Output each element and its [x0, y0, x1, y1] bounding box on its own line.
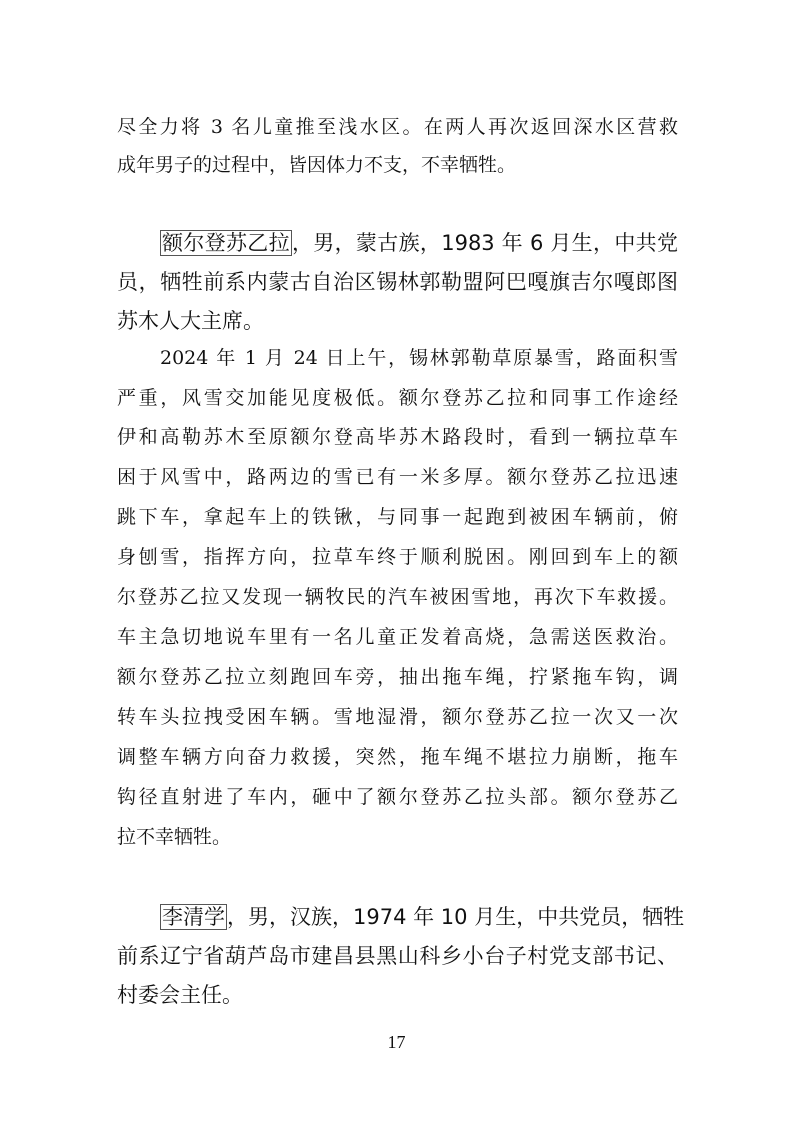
- text-line: 身刨雪，指挥方向，拉草车终于顺利脱困。刚回到车上的额: [117, 546, 678, 568]
- heading-text: ，男，蒙古族，1983 年 6 月生，中共党: [291, 231, 678, 255]
- heading-line: 员，牺牲前系内蒙古自治区锡林郭勒盟阿巴嘎旗吉尔嘎郎图: [117, 270, 678, 294]
- heading-text: ，男，汉族，1974 年 10 月生，中共党员，牺牲: [227, 905, 685, 929]
- text-line: 车主急切地说车里有一名儿童正发着高烧，急需送医救治。: [117, 626, 678, 648]
- text-line: 伊和高勒苏木至原额尔登高毕苏木路段时，看到一辆拉草车: [117, 426, 678, 448]
- text-line: 2024 年 1 月 24 日上午，锡林郭勒草原暴雪，路面积雪: [160, 347, 678, 369]
- text-line: 跳下车，拿起车上的铁锹，与同事一起跑到被困车辆前，俯: [117, 506, 678, 528]
- person-heading: [160, 903, 685, 931]
- person-name: 李清学: [162, 905, 225, 929]
- heading-line: 村委会主任。: [117, 983, 243, 1007]
- text-line: 严重，风雪交加能见度极低。额尔登苏乙拉和同事工作途经: [117, 387, 678, 409]
- text-line: 尽全力将 3 名儿童推至浅水区。在两人再次返回深水区营救: [117, 116, 678, 138]
- text-line: 成年男子的过程中，皆因体力不支，不幸牺牲。: [117, 154, 517, 176]
- text-line: 尔登苏乙拉又发现一辆牧民的汽车被困雪地，再次下车救援。: [117, 586, 678, 608]
- page-number: 17: [387, 1032, 406, 1052]
- text-line: 钩径直射进了车内，砸中了额尔登苏乙拉头部。额尔登苏乙: [117, 786, 678, 808]
- text-line: 转车头拉拽受困车辆。雪地湿滑，额尔登苏乙拉一次又一次: [117, 706, 678, 728]
- text-line: 困于风雪中，路两边的雪已有一米多厚。额尔登苏乙拉迅速: [117, 466, 678, 488]
- heading-line: 前系辽宁省葫芦岛市建昌县黑山科乡小台子村党支部书记、: [117, 944, 678, 968]
- text-line: 额尔登苏乙拉立刻跑回车旁，抽出拖车绳，拧紧拖车钩，调: [117, 666, 678, 688]
- text-line: 调整车辆方向奋力救援，突然，拖车绳不堪拉力崩断，拖车: [117, 746, 678, 768]
- heading-line: 苏木人大主席。: [117, 309, 264, 333]
- text-line: 拉不幸牺牲。: [117, 826, 232, 848]
- person-name: 额尔登苏乙拉: [162, 231, 290, 255]
- person-heading: [160, 229, 678, 257]
